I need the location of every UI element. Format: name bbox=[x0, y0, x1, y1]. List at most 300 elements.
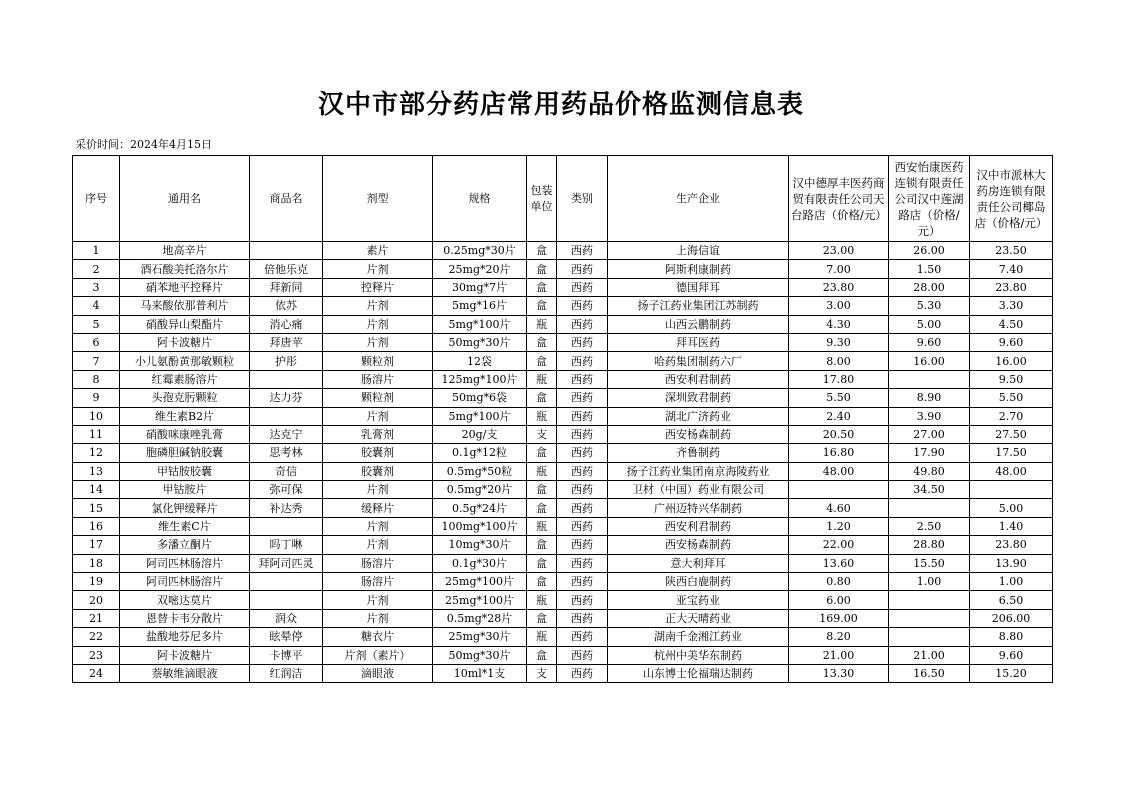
cell-brand-name bbox=[250, 370, 323, 388]
cell-package-unit: 盒 bbox=[527, 242, 557, 260]
cell-store-2-price: 16.50 bbox=[889, 664, 970, 682]
table-row bbox=[73, 664, 1053, 682]
cell-brand-name: 润众 bbox=[250, 609, 323, 627]
cell-store-2-price: 16.00 bbox=[889, 352, 970, 370]
cell-category: 西药 bbox=[557, 333, 608, 351]
cell-store-2-price: 9.60 bbox=[889, 333, 970, 351]
cell-package-unit: 盒 bbox=[527, 554, 557, 572]
cell-package-unit: 盒 bbox=[527, 333, 557, 351]
cell-store-1-price: 0.80 bbox=[789, 573, 889, 591]
page-title: 汉中市部分药店常用药品价格监测信息表 bbox=[317, 90, 804, 120]
cell-index: 2 bbox=[73, 260, 120, 278]
cell-brand-name: 拜新同 bbox=[250, 278, 323, 296]
table-row bbox=[73, 573, 1053, 591]
cell-index: 21 bbox=[73, 609, 120, 627]
cell-index: 18 bbox=[73, 554, 120, 572]
cell-store-1-price: 9.30 bbox=[789, 333, 889, 351]
cell-manufacturer: 山西云鹏制药 bbox=[608, 315, 789, 333]
header-manufacturer: 生产企业 bbox=[608, 156, 789, 242]
cell-dosage-form: 肠溶片 bbox=[323, 370, 433, 388]
cell-brand-name: 拜阿司匹灵 bbox=[250, 554, 323, 572]
cell-specification: 0.1g*12粒 bbox=[433, 444, 527, 462]
price-table bbox=[72, 155, 1053, 683]
cell-index: 11 bbox=[73, 425, 120, 443]
cell-store-2-price: 26.00 bbox=[889, 242, 970, 260]
cell-dosage-form: 片剂 bbox=[323, 407, 433, 425]
cell-store-2-price: 49.80 bbox=[889, 462, 970, 480]
cell-dosage-form: 糖衣片 bbox=[323, 628, 433, 646]
table-row bbox=[73, 370, 1053, 388]
table-row bbox=[73, 628, 1053, 646]
cell-dosage-form: 缓释片 bbox=[323, 499, 433, 517]
cell-package-unit: 瓶 bbox=[527, 370, 557, 388]
cell-specification: 10ml*1支 bbox=[433, 664, 527, 682]
cell-specification: 50mg*30片 bbox=[433, 333, 527, 351]
table-row bbox=[73, 481, 1053, 499]
table-row bbox=[73, 260, 1053, 278]
cell-store-2-price bbox=[889, 591, 970, 609]
cell-index: 23 bbox=[73, 646, 120, 664]
cell-generic-name: 胞磷胆碱钠胶囊 bbox=[120, 444, 250, 462]
cell-category: 西药 bbox=[557, 315, 608, 333]
cell-index: 13 bbox=[73, 462, 120, 480]
cell-store-3-price: 23.80 bbox=[970, 278, 1053, 296]
cell-manufacturer: 湖北广济药业 bbox=[608, 407, 789, 425]
cell-manufacturer: 扬子江药业集团南京海陵药业 bbox=[608, 462, 789, 480]
cell-category: 西药 bbox=[557, 609, 608, 627]
cell-store-1-price: 2.40 bbox=[789, 407, 889, 425]
cell-specification: 0.5mg*50粒 bbox=[433, 462, 527, 480]
cell-store-2-price: 5.00 bbox=[889, 315, 970, 333]
cell-store-1-price: 13.60 bbox=[789, 554, 889, 572]
cell-index: 3 bbox=[73, 278, 120, 296]
cell-category: 西药 bbox=[557, 517, 608, 535]
cell-index: 17 bbox=[73, 536, 120, 554]
header-dosage-form: 剂型 bbox=[323, 156, 433, 242]
cell-store-2-price: 17.90 bbox=[889, 444, 970, 462]
cell-generic-name: 维生素C片 bbox=[120, 517, 250, 535]
cell-index: 22 bbox=[73, 628, 120, 646]
cell-generic-name: 酒石酸美托洛尔片 bbox=[120, 260, 250, 278]
cell-package-unit: 盒 bbox=[527, 646, 557, 664]
cell-manufacturer: 阿斯利康制药 bbox=[608, 260, 789, 278]
table-row bbox=[73, 499, 1053, 517]
cell-brand-name: 眩晕停 bbox=[250, 628, 323, 646]
cell-package-unit: 盒 bbox=[527, 536, 557, 554]
cell-store-2-price: 1.00 bbox=[889, 573, 970, 591]
cell-store-3-price: 48.00 bbox=[970, 462, 1053, 480]
cell-category: 西药 bbox=[557, 591, 608, 609]
cell-specification: 12袋 bbox=[433, 352, 527, 370]
table-row bbox=[73, 297, 1053, 315]
cell-category: 西药 bbox=[557, 554, 608, 572]
header-brand-name: 商品名 bbox=[250, 156, 323, 242]
cell-store-3-price: 15.20 bbox=[970, 664, 1053, 682]
cell-index: 19 bbox=[73, 573, 120, 591]
cell-index: 7 bbox=[73, 352, 120, 370]
cell-manufacturer: 杭州中美华东制药 bbox=[608, 646, 789, 664]
cell-store-1-price: 23.00 bbox=[789, 242, 889, 260]
cell-manufacturer: 西安杨森制药 bbox=[608, 425, 789, 443]
cell-store-1-price: 6.00 bbox=[789, 591, 889, 609]
cell-generic-name: 阿司匹林肠溶片 bbox=[120, 554, 250, 572]
cell-generic-name: 盐酸地芬尼多片 bbox=[120, 628, 250, 646]
cell-store-1-price: 8.20 bbox=[789, 628, 889, 646]
cell-generic-name: 阿卡波糖片 bbox=[120, 646, 250, 664]
table-row bbox=[73, 407, 1053, 425]
cell-store-3-price: 23.50 bbox=[970, 242, 1053, 260]
cell-generic-name: 硝酸异山梨酯片 bbox=[120, 315, 250, 333]
cell-store-3-price: 3.30 bbox=[970, 297, 1053, 315]
cell-store-2-price: 28.00 bbox=[889, 278, 970, 296]
cell-store-3-price: 2.70 bbox=[970, 407, 1053, 425]
table-row bbox=[73, 333, 1053, 351]
cell-store-2-price: 2.50 bbox=[889, 517, 970, 535]
cell-manufacturer: 齐鲁制药 bbox=[608, 444, 789, 462]
cell-brand-name: 补达秀 bbox=[250, 499, 323, 517]
cell-specification: 25mg*20片 bbox=[433, 260, 527, 278]
cell-dosage-form: 片剂 bbox=[323, 536, 433, 554]
cell-package-unit: 支 bbox=[527, 425, 557, 443]
cell-manufacturer: 正大天晴药业 bbox=[608, 609, 789, 627]
cell-generic-name: 氯化钾缓释片 bbox=[120, 499, 250, 517]
cell-category: 西药 bbox=[557, 499, 608, 517]
table-row bbox=[73, 646, 1053, 664]
cell-store-2-price bbox=[889, 628, 970, 646]
cell-dosage-form: 片剂 bbox=[323, 591, 433, 609]
table-row bbox=[73, 554, 1053, 572]
cell-manufacturer: 意大利拜耳 bbox=[608, 554, 789, 572]
cell-specification: 20g/支 bbox=[433, 425, 527, 443]
cell-dosage-form: 片剂 bbox=[323, 517, 433, 535]
cell-brand-name: 拜唐苹 bbox=[250, 333, 323, 351]
cell-brand-name bbox=[250, 407, 323, 425]
cell-category: 西药 bbox=[557, 444, 608, 462]
cell-index: 9 bbox=[73, 389, 120, 407]
cell-store-1-price: 22.00 bbox=[789, 536, 889, 554]
cell-index: 4 bbox=[73, 297, 120, 315]
cell-manufacturer: 广州迈特兴华制药 bbox=[608, 499, 789, 517]
cell-package-unit: 瓶 bbox=[527, 315, 557, 333]
cell-manufacturer: 卫材（中国）药业有限公司 bbox=[608, 481, 789, 499]
cell-store-3-price: 5.50 bbox=[970, 389, 1053, 407]
cell-category: 西药 bbox=[557, 481, 608, 499]
cell-brand-name: 弥可保 bbox=[250, 481, 323, 499]
cell-dosage-form: 肠溶片 bbox=[323, 554, 433, 572]
table-row bbox=[73, 242, 1053, 260]
cell-specification: 10mg*30片 bbox=[433, 536, 527, 554]
cell-specification: 25mg*100片 bbox=[433, 591, 527, 609]
cell-brand-name: 思考林 bbox=[250, 444, 323, 462]
header-store-3-price: 汉中市派林大药房连锁有限责任公司椰岛店（价格/元） bbox=[970, 156, 1053, 242]
cell-specification: 25mg*30片 bbox=[433, 628, 527, 646]
price-date-label: 采价时间：2024年4月15日 bbox=[75, 138, 212, 151]
cell-category: 西药 bbox=[557, 462, 608, 480]
cell-store-3-price: 5.00 bbox=[970, 499, 1053, 517]
cell-package-unit: 盒 bbox=[527, 444, 557, 462]
table-row bbox=[73, 278, 1053, 296]
cell-specification: 0.1g*30片 bbox=[433, 554, 527, 572]
cell-generic-name: 阿司匹林肠溶片 bbox=[120, 573, 250, 591]
cell-brand-name: 达力芬 bbox=[250, 389, 323, 407]
cell-package-unit: 瓶 bbox=[527, 517, 557, 535]
cell-dosage-form: 胶囊剂 bbox=[323, 444, 433, 462]
cell-store-1-price: 48.00 bbox=[789, 462, 889, 480]
cell-category: 西药 bbox=[557, 628, 608, 646]
cell-store-3-price: 4.50 bbox=[970, 315, 1053, 333]
cell-store-3-price: 17.50 bbox=[970, 444, 1053, 462]
cell-store-3-price: 8.80 bbox=[970, 628, 1053, 646]
cell-store-2-price bbox=[889, 609, 970, 627]
cell-index: 24 bbox=[73, 664, 120, 682]
cell-store-1-price: 1.20 bbox=[789, 517, 889, 535]
cell-store-3-price bbox=[970, 481, 1053, 499]
cell-package-unit: 瓶 bbox=[527, 591, 557, 609]
cell-specification: 0.5g*24片 bbox=[433, 499, 527, 517]
cell-store-2-price: 15.50 bbox=[889, 554, 970, 572]
cell-manufacturer: 拜耳医药 bbox=[608, 333, 789, 351]
cell-specification: 50mg*6袋 bbox=[433, 389, 527, 407]
cell-store-1-price: 23.80 bbox=[789, 278, 889, 296]
cell-index: 6 bbox=[73, 333, 120, 351]
cell-generic-name: 双嘧达莫片 bbox=[120, 591, 250, 609]
cell-manufacturer: 上海信谊 bbox=[608, 242, 789, 260]
cell-generic-name: 恩替卡韦分散片 bbox=[120, 609, 250, 627]
cell-brand-name: 消心痛 bbox=[250, 315, 323, 333]
cell-manufacturer: 德国拜耳 bbox=[608, 278, 789, 296]
cell-brand-name: 倍他乐克 bbox=[250, 260, 323, 278]
cell-store-1-price: 169.00 bbox=[789, 609, 889, 627]
cell-category: 西药 bbox=[557, 664, 608, 682]
cell-generic-name: 头孢克肟颗粒 bbox=[120, 389, 250, 407]
cell-dosage-form: 素片 bbox=[323, 242, 433, 260]
cell-specification: 100mg*100片 bbox=[433, 517, 527, 535]
cell-store-2-price: 3.90 bbox=[889, 407, 970, 425]
cell-brand-name: 卡博平 bbox=[250, 646, 323, 664]
cell-index: 20 bbox=[73, 591, 120, 609]
cell-brand-name: 吗丁啉 bbox=[250, 536, 323, 554]
cell-category: 西药 bbox=[557, 242, 608, 260]
cell-store-1-price: 7.00 bbox=[789, 260, 889, 278]
table-row bbox=[73, 425, 1053, 443]
cell-brand-name: 依苏 bbox=[250, 297, 323, 315]
cell-manufacturer: 湖南千金湘江药业 bbox=[608, 628, 789, 646]
cell-package-unit: 盒 bbox=[527, 573, 557, 591]
cell-manufacturer: 亚宝药业 bbox=[608, 591, 789, 609]
table-row bbox=[73, 517, 1053, 535]
cell-package-unit: 盒 bbox=[527, 278, 557, 296]
cell-dosage-form: 滴眼液 bbox=[323, 664, 433, 682]
cell-store-3-price: 1.40 bbox=[970, 517, 1053, 535]
cell-package-unit: 瓶 bbox=[527, 462, 557, 480]
cell-brand-name: 护彤 bbox=[250, 352, 323, 370]
cell-specification: 0.5mg*20片 bbox=[433, 481, 527, 499]
cell-manufacturer: 西安利君制药 bbox=[608, 370, 789, 388]
cell-dosage-form: 片剂 bbox=[323, 297, 433, 315]
cell-store-3-price: 23.80 bbox=[970, 536, 1053, 554]
cell-store-2-price: 34.50 bbox=[889, 481, 970, 499]
table-row bbox=[73, 591, 1053, 609]
cell-index: 14 bbox=[73, 481, 120, 499]
header-store-2-price: 西安怡康医药连锁有限责任公司汉中莲湖路店（价格/元） bbox=[889, 156, 970, 242]
cell-dosage-form: 片剂 bbox=[323, 315, 433, 333]
cell-package-unit: 瓶 bbox=[527, 628, 557, 646]
cell-store-3-price: 9.60 bbox=[970, 646, 1053, 664]
cell-store-3-price: 1.00 bbox=[970, 573, 1053, 591]
cell-specification: 5mg*100片 bbox=[433, 407, 527, 425]
cell-package-unit: 盒 bbox=[527, 499, 557, 517]
cell-store-2-price bbox=[889, 499, 970, 517]
cell-brand-name bbox=[250, 242, 323, 260]
cell-category: 西药 bbox=[557, 407, 608, 425]
cell-brand-name bbox=[250, 573, 323, 591]
cell-brand-name: 达克宁 bbox=[250, 425, 323, 443]
cell-store-3-price: 16.00 bbox=[970, 352, 1053, 370]
cell-index: 10 bbox=[73, 407, 120, 425]
cell-specification: 25mg*100片 bbox=[433, 573, 527, 591]
cell-category: 西药 bbox=[557, 389, 608, 407]
cell-dosage-form: 片剂 bbox=[323, 609, 433, 627]
cell-generic-name: 硝酸咪康唑乳膏 bbox=[120, 425, 250, 443]
cell-brand-name: 奇信 bbox=[250, 462, 323, 480]
table-row bbox=[73, 444, 1053, 462]
cell-store-2-price: 27.00 bbox=[889, 425, 970, 443]
cell-category: 西药 bbox=[557, 278, 608, 296]
cell-generic-name: 甲钴胺片 bbox=[120, 481, 250, 499]
cell-store-2-price: 21.00 bbox=[889, 646, 970, 664]
cell-generic-name: 萘敏维滴眼液 bbox=[120, 664, 250, 682]
cell-dosage-form: 控释片 bbox=[323, 278, 433, 296]
cell-manufacturer: 西安杨森制药 bbox=[608, 536, 789, 554]
cell-manufacturer: 扬子江药业集团江苏制药 bbox=[608, 297, 789, 315]
cell-category: 西药 bbox=[557, 352, 608, 370]
cell-category: 西药 bbox=[557, 425, 608, 443]
cell-generic-name: 阿卡波糖片 bbox=[120, 333, 250, 351]
cell-generic-name: 红霉素肠溶片 bbox=[120, 370, 250, 388]
cell-index: 15 bbox=[73, 499, 120, 517]
table-row bbox=[73, 315, 1053, 333]
cell-category: 西药 bbox=[557, 260, 608, 278]
cell-package-unit: 盒 bbox=[527, 389, 557, 407]
table-row bbox=[73, 389, 1053, 407]
cell-store-2-price: 5.30 bbox=[889, 297, 970, 315]
cell-package-unit: 支 bbox=[527, 664, 557, 682]
cell-category: 西药 bbox=[557, 573, 608, 591]
table-row bbox=[73, 352, 1053, 370]
cell-generic-name: 多潘立酮片 bbox=[120, 536, 250, 554]
cell-store-3-price: 9.60 bbox=[970, 333, 1053, 351]
table-row bbox=[73, 536, 1053, 554]
cell-package-unit: 盒 bbox=[527, 297, 557, 315]
cell-dosage-form: 片剂 bbox=[323, 260, 433, 278]
table-row bbox=[73, 462, 1053, 480]
cell-generic-name: 地高辛片 bbox=[120, 242, 250, 260]
cell-package-unit: 盒 bbox=[527, 481, 557, 499]
cell-dosage-form: 片剂 bbox=[323, 333, 433, 351]
cell-specification: 50mg*30片 bbox=[433, 646, 527, 664]
cell-store-1-price: 3.00 bbox=[789, 297, 889, 315]
cell-dosage-form: 片剂 bbox=[323, 481, 433, 499]
cell-specification: 5mg*16片 bbox=[433, 297, 527, 315]
cell-manufacturer: 深圳致君制药 bbox=[608, 389, 789, 407]
cell-dosage-form: 片剂（素片） bbox=[323, 646, 433, 664]
cell-manufacturer: 山东博士伦福瑞达制药 bbox=[608, 664, 789, 682]
cell-store-1-price: 4.30 bbox=[789, 315, 889, 333]
cell-package-unit: 盒 bbox=[527, 352, 557, 370]
cell-dosage-form: 颗粒剂 bbox=[323, 389, 433, 407]
cell-index: 12 bbox=[73, 444, 120, 462]
cell-store-1-price: 5.50 bbox=[789, 389, 889, 407]
cell-store-1-price: 13.30 bbox=[789, 664, 889, 682]
cell-store-3-price: 206.00 bbox=[970, 609, 1053, 627]
cell-store-3-price: 9.50 bbox=[970, 370, 1053, 388]
cell-specification: 125mg*100片 bbox=[433, 370, 527, 388]
cell-generic-name: 马来酸依那普利片 bbox=[120, 297, 250, 315]
cell-specification: 5mg*100片 bbox=[433, 315, 527, 333]
cell-manufacturer: 西安利君制药 bbox=[608, 517, 789, 535]
cell-store-1-price: 4.60 bbox=[789, 499, 889, 517]
cell-category: 西药 bbox=[557, 297, 608, 315]
cell-generic-name: 甲钴胺胶囊 bbox=[120, 462, 250, 480]
header-category: 类别 bbox=[557, 156, 608, 242]
cell-index: 1 bbox=[73, 242, 120, 260]
cell-store-2-price bbox=[889, 370, 970, 388]
cell-store-3-price: 13.90 bbox=[970, 554, 1053, 572]
cell-store-3-price: 7.40 bbox=[970, 260, 1053, 278]
cell-dosage-form: 胶囊剂 bbox=[323, 462, 433, 480]
cell-store-1-price: 8.00 bbox=[789, 352, 889, 370]
cell-brand-name bbox=[250, 591, 323, 609]
cell-brand-name bbox=[250, 517, 323, 535]
cell-store-3-price: 6.50 bbox=[970, 591, 1053, 609]
cell-manufacturer: 哈药集团制药六厂 bbox=[608, 352, 789, 370]
cell-specification: 0.25mg*30片 bbox=[433, 242, 527, 260]
cell-brand-name: 红润洁 bbox=[250, 664, 323, 682]
cell-dosage-form: 乳膏剂 bbox=[323, 425, 433, 443]
cell-store-2-price: 1.50 bbox=[889, 260, 970, 278]
cell-category: 西药 bbox=[557, 370, 608, 388]
cell-index: 8 bbox=[73, 370, 120, 388]
cell-store-1-price: 20.50 bbox=[789, 425, 889, 443]
cell-category: 西药 bbox=[557, 536, 608, 554]
header-specification: 规格 bbox=[433, 156, 527, 242]
cell-package-unit: 瓶 bbox=[527, 407, 557, 425]
table-row bbox=[73, 609, 1053, 627]
cell-package-unit: 盒 bbox=[527, 609, 557, 627]
header-store-1-price: 汉中德厚丰医药商贸有限责任公司天台路店（价格/元） bbox=[789, 156, 889, 242]
cell-package-unit: 盒 bbox=[527, 260, 557, 278]
cell-store-1-price: 17.80 bbox=[789, 370, 889, 388]
cell-store-1-price bbox=[789, 481, 889, 499]
cell-store-2-price: 8.90 bbox=[889, 389, 970, 407]
cell-index: 5 bbox=[73, 315, 120, 333]
cell-store-1-price: 21.00 bbox=[789, 646, 889, 664]
cell-store-1-price: 16.80 bbox=[789, 444, 889, 462]
cell-dosage-form: 颗粒剂 bbox=[323, 352, 433, 370]
cell-category: 西药 bbox=[557, 646, 608, 664]
cell-generic-name: 小儿氨酚黄那敏颗粒 bbox=[120, 352, 250, 370]
cell-index: 16 bbox=[73, 517, 120, 535]
cell-manufacturer: 陕西白鹿制药 bbox=[608, 573, 789, 591]
cell-store-2-price: 28.80 bbox=[889, 536, 970, 554]
table-header-row bbox=[73, 156, 1053, 242]
cell-store-3-price: 27.50 bbox=[970, 425, 1053, 443]
cell-specification: 0.5mg*28片 bbox=[433, 609, 527, 627]
header-index: 序号 bbox=[73, 156, 120, 242]
cell-dosage-form: 肠溶片 bbox=[323, 573, 433, 591]
cell-specification: 30mg*7片 bbox=[433, 278, 527, 296]
cell-generic-name: 硝苯地平控释片 bbox=[120, 278, 250, 296]
